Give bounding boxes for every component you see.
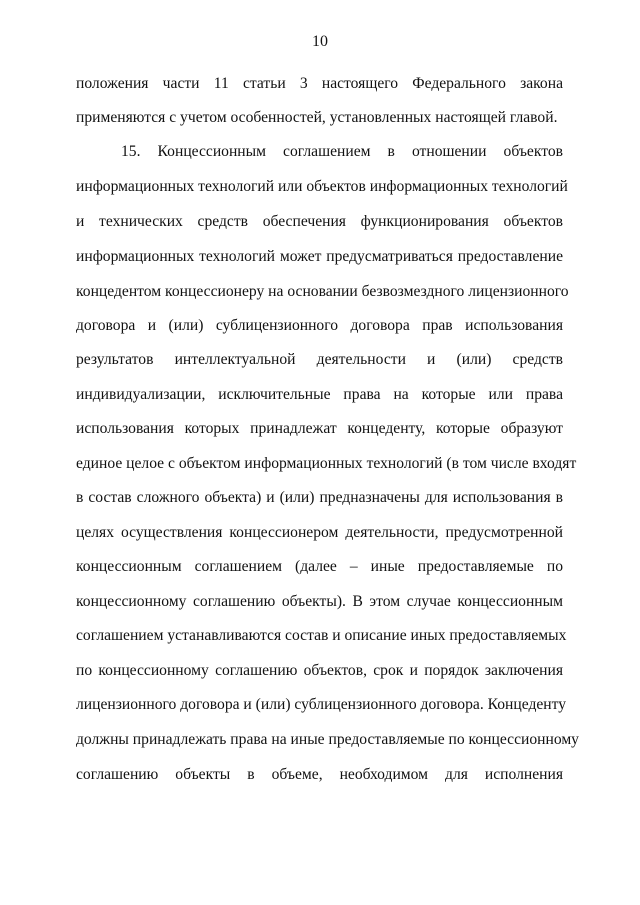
text-line: 15. Концессионным соглашением в отношении объектов	[121, 143, 563, 160]
text-line: должны принадлежать права на иные предоставляемые по концессионному	[76, 731, 579, 748]
text-line: договора и (или) сублицензионного договора прав использования	[76, 317, 563, 334]
text-line: положения части 11 статьи 3 настоящего Федерального закона	[76, 75, 563, 92]
text-line: в состав сложного объекта) и (или) предназначены для использования в	[76, 489, 563, 506]
text-line: информационных технологий может предусматриваться предоставление	[76, 248, 563, 265]
text-line: по концессионному соглашению объектов, срок и порядок заключения	[76, 662, 563, 679]
text-line: результатов интеллектуальной деятельности и (или) средств	[76, 351, 563, 368]
text-line: концессионному соглашению объекты). В этом случае концессионным	[76, 593, 563, 610]
text-line: индивидуализации, исключительные права на которые или права	[76, 386, 563, 403]
text-line: применяются с учетом особенностей, установленных настоящей главой.	[76, 109, 558, 126]
text-line: использования которых принадлежат концеденту, которые образуют	[76, 420, 563, 437]
text-line: концессионным соглашением (далее – иные предоставляемые по	[76, 558, 563, 575]
text-line: концедентом концессионеру на основании безвозмездного лицензионного	[76, 283, 569, 300]
text-line: информационных технологий или объектов информационных технологий	[76, 178, 568, 195]
text-line: соглашению объекты в объеме, необходимом для исполнения	[76, 766, 563, 783]
text-line: соглашением устанавливаются состав и описание иных предоставляемых	[76, 627, 567, 644]
text-line: лицензионного договора и (или) сублицензионного договора. Концеденту	[76, 696, 567, 713]
text-line: единое целое с объектом информационных технологий (в том числе входят	[76, 455, 577, 472]
page-number: 10	[312, 33, 328, 50]
text-line: целях осуществления концессионером деятельности, предусмотренной	[76, 524, 563, 541]
text-line: и технических средств обеспечения функционирования объектов	[76, 213, 563, 230]
